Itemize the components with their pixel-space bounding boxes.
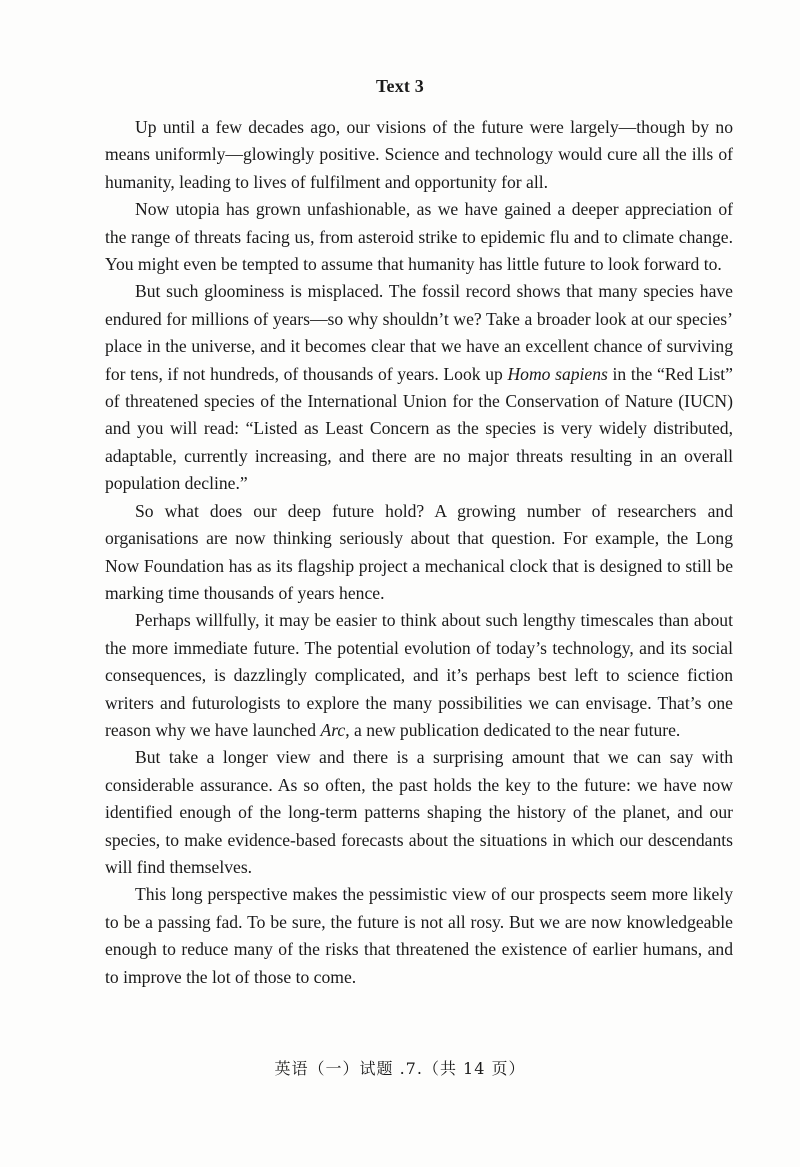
paragraph-5-publication-name: Arc bbox=[320, 719, 346, 740]
passage-body bbox=[105, 114, 733, 991]
paragraph-7-text: This long perspective makes the pessimistic view of our prospects seem more likely to be a passing fad. To be sure, the future is not all rosy. But we are now knowledgeable enough to reduce many of the risks that threatened the existence of earlier humans, and to improve the lot of those to come. bbox=[105, 884, 733, 987]
paragraph-2 bbox=[105, 196, 733, 278]
paragraph-7 bbox=[105, 881, 733, 991]
paragraph-1 bbox=[105, 114, 733, 196]
paragraph-3 bbox=[105, 278, 733, 497]
paragraph-3-text-b: in the “Red List” of threatened species of the International Union for the Conservation of Nature (IUCN) and you will read: “Listed as Least Concern as the species is very widely distributed, adaptable, currently increasing, and there are no major threats resulting in an overall population decline.” bbox=[105, 363, 733, 494]
paragraph-3-species-name: Homo sapiens bbox=[507, 363, 608, 384]
paragraph-5-text-b: , a new publication dedicated to the near future. bbox=[345, 719, 681, 740]
page-footer: 英语（一）试题 .7.（共 14 页） bbox=[274, 1059, 526, 1078]
paragraph-5-text-a: Perhaps willfully, it may be easier to think about such lengthy timescales than about the more immediate future. The potential evolution of today’s technology, and its social consequences, is dazzlingly complicated, and it’s perhaps best left to science fiction writers and futurologists to explore the many possibilities we can envisage. That’s one reason why we have launched bbox=[105, 610, 733, 740]
paragraph-5 bbox=[105, 607, 733, 744]
paragraph-1-text: Up until a few decades ago, our visions of the future were largely—though by no means uniformly—glowingly positive. Science and technology would cure all the ills of humanity, leading to lives of fulfilment and opportunity for all. bbox=[105, 117, 733, 192]
paragraph-6 bbox=[105, 744, 733, 881]
paragraph-6-text: But take a longer view and there is a surprising amount that we can say with considerable assurance. As so often, the past holds the key to the future: we have now identified enough of the long-term patterns shaping the history of the planet, and our species, to make evidence-based forecasts about the situations in which our descendants will find themselves. bbox=[105, 747, 733, 877]
section-title: Text 3 bbox=[375, 76, 425, 96]
paragraph-4 bbox=[105, 498, 733, 608]
paragraph-3-text-a: But such gloominess is misplaced. The fossil record shows that many species have endured for millions of years—so why shouldn’t we? Take a broader look at our species’ place in the universe, and it becomes clear that we have an excellent chance of surviving for tens, if not hundreds, of thousands of years. Look up bbox=[105, 281, 733, 384]
paragraph-2-text: Now utopia has grown unfashionable, as we have gained a deeper appreciation of the range of threats facing us, from asteroid strike to epidemic flu and to climate change. You might even be tempted to assume that humanity has little future to look forward to. bbox=[105, 199, 733, 275]
paragraph-4-text: So what does our deep future hold? A growing number of researchers and organisations are now thinking seriously about that question. For example, the Long Now Foundation has as its flagship project a mechanical clock that is designed to still be marking time thousands of years hence. bbox=[105, 500, 733, 603]
